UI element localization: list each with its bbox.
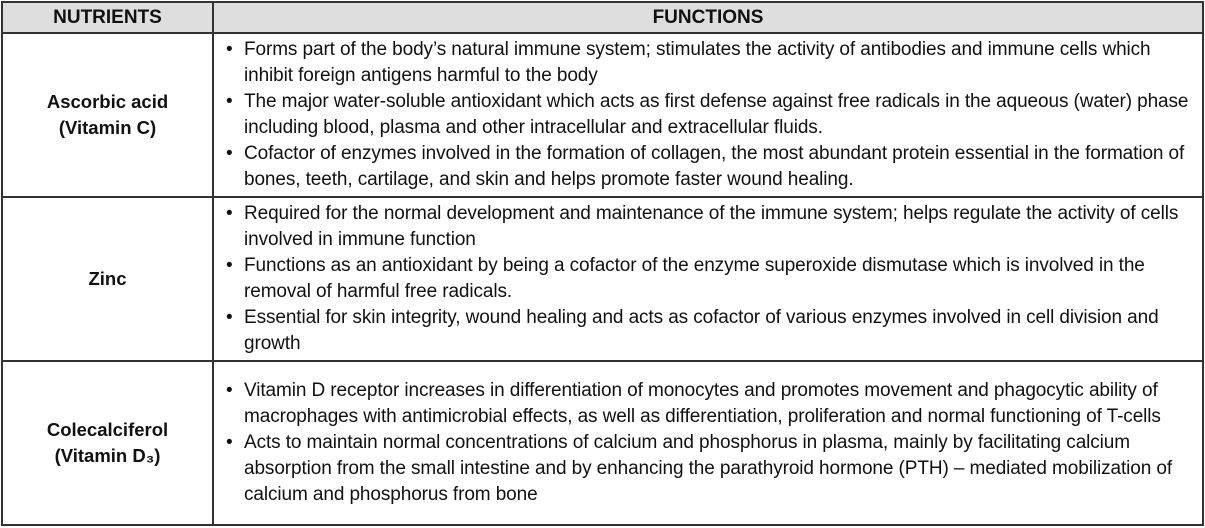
function-item: • The major water-soluble antioxidant which acts as first defense against free radicals in the aqueous (water) phase including blood, plasma and other intracellular and extracellular fluids. — [214, 89, 1194, 141]
function-item: • Cofactor of enzymes involved in the formation of collagen, the most abundant protein essential in the formation of bones, teeth, cartilage, and skin and helps promote faster wound healing. — [214, 141, 1194, 193]
function-item: • Forms part of the body’s natural immune system; stimulates the activity of antibodies and immune cells which inhibit foreign antigens harmful to the body — [214, 37, 1194, 89]
table-row-vitamin-d3 — [2, 361, 1203, 525]
nutrient-cell — [2, 361, 213, 525]
nutrient-cell — [2, 33, 213, 197]
function-item: • Acts to maintain normal concentrations of calcium and phosphorus in plasma, mainly by facilitating calcium absorption from the small intestine and by enhancing the parathyroid hormone (PTH) – mediated mobilization of calcium and phosphorus from bone — [214, 430, 1194, 508]
functions-list — [214, 35, 1202, 195]
nutrient-subname: (Vitamin C) — [58, 116, 157, 138]
nutrient-subname: (Vitamin D₃) — [54, 445, 161, 467]
functions-cell — [213, 361, 1203, 525]
nutrient-name: Zinc — [88, 267, 127, 289]
nutrient-name: Ascorbic acid — [46, 90, 169, 112]
function-item: • Essential for skin integrity, wound healing and acts as cofactor of various enzymes involved in cell division and growth — [214, 305, 1194, 357]
nutrient-cell — [2, 197, 213, 362]
table-header-row — [2, 2, 1203, 33]
table-row-vitamin-c — [2, 33, 1203, 197]
functions-cell — [213, 197, 1203, 362]
functions-cell — [213, 33, 1203, 197]
function-item: • Required for the normal development and maintenance of the immune system; helps regulate the activity of cells involved in immune function — [214, 201, 1194, 253]
table-row-zinc — [2, 197, 1203, 362]
functions-list — [214, 199, 1202, 359]
header-nutrients: NUTRIENTS — [2, 2, 213, 33]
nutrients-functions-table — [1, 1, 1204, 526]
function-item: • Functions as an antioxidant by being a cofactor of the enzyme superoxide dismutase which is involved in the removal of harmful free radicals. — [214, 253, 1194, 305]
functions-list — [214, 376, 1202, 510]
nutrient-name: Colecalciferol — [46, 419, 169, 441]
header-functions: FUNCTIONS — [213, 2, 1203, 33]
function-item: • Vitamin D receptor increases in differentiation of monocytes and promotes movement and phagocytic ability of macrophages with antimicrobial effects, as well as differentiation, proliferation and normal functioning of T-cells — [214, 378, 1194, 430]
